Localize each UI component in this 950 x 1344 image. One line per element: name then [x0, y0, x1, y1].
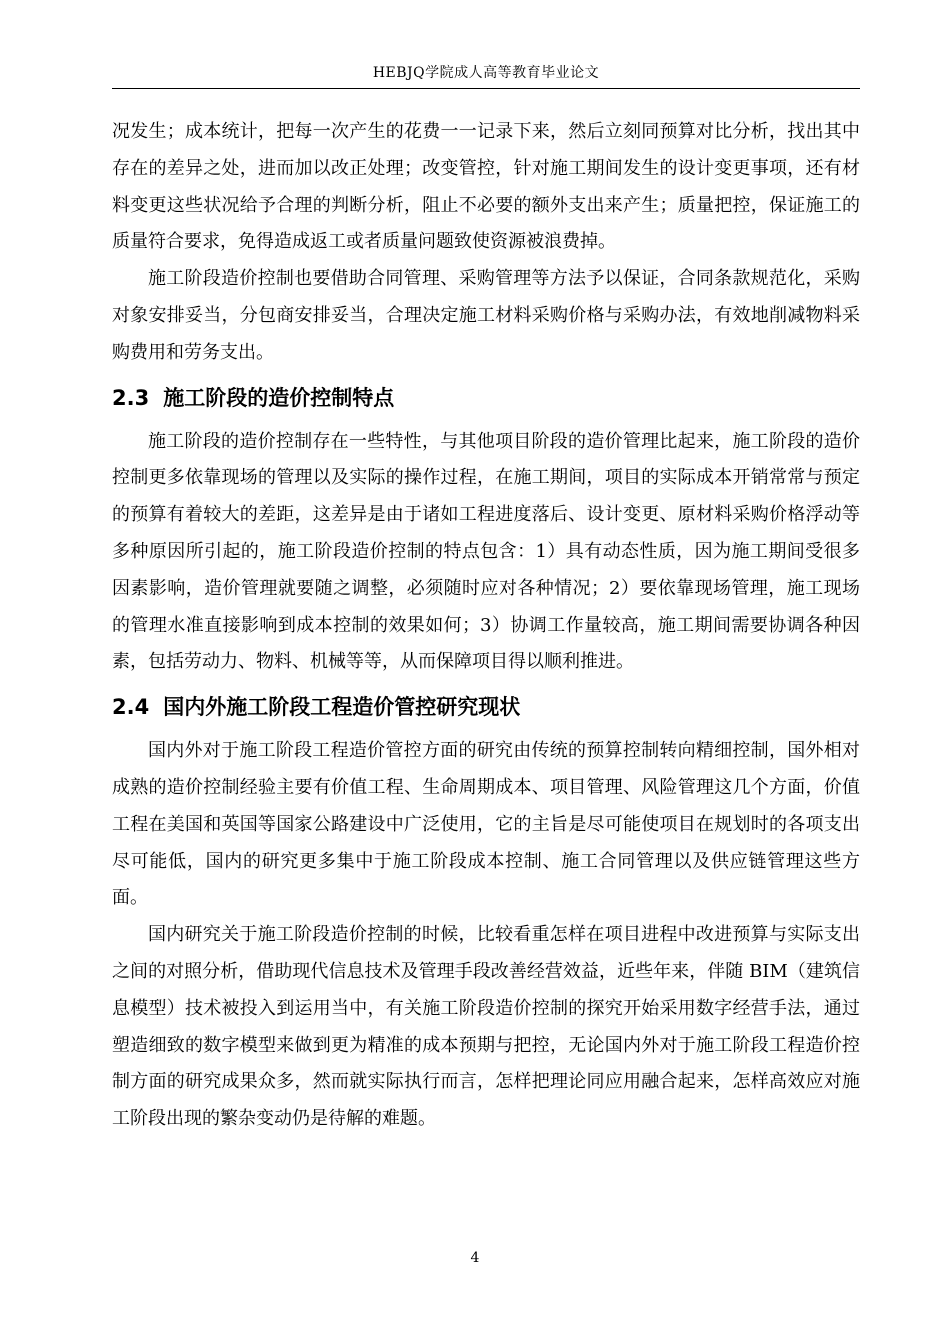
section-number: 2.3: [112, 385, 150, 410]
paragraph-cost-control-features: 施工阶段的造价控制存在一些特性，与其他项目阶段的造价管理比起来，施工阶段的造价控制更多依靠现场的管理以及实际的操作过程，在施工期间，项目的实际成本开销常常与预定的预算有着较大的差距，这差异是由于诸如工程进度落后、设计变更、原材料采购价格浮动等多种原因所引起的，施工阶段造价控制的特点包含：1）具有动态性质，因为施工期间受很多因素影响，造价管理就要随之调整，必须随时应对各种情况；2）要依靠现场管理，施工现场的管理水准直接影响到成本控制的效果如何；3）协调工作量较高，施工期间需要协调各种因素，包括劳动力、物料、机械等等，从而保障项目得以顺利推进。: [112, 430, 860, 673]
section-heading-2-4: [112, 681, 860, 733]
paragraph-continuation: 况发生；成本统计，把每一次产生的花费一一记录下来，然后立刻同预算对比分析，找出其中存在的差异之处，进而加以改正处理；改变管控，针对施工期间发生的设计变更事项，还有材料变更这些状况给予合理的判断分析，阻止不必要的额外支出来产生；质量把控，保证施工的质量符合要求，免得造成返工或者质量问题致使资源被浪费掉。: [112, 121, 860, 253]
page-number: 4: [470, 1250, 480, 1266]
section-title: 国内外施工阶段工程造价管控研究现状: [163, 695, 521, 720]
section-title: 施工阶段的造价控制特点: [163, 385, 395, 410]
paragraph-research-overview: 国内外对于施工阶段工程造价管控方面的研究由传统的预算控制转向精细控制，国外相对成熟的造价控制经验主要有价值工程、生命周期成本、项目管理、风险管理这几个方面，价值工程在美国和英国等国家公路建设中广泛使用，它的主旨是尽可能使项目在规划时的各项支出尽可能低，国内的研究更多集中于施工阶段成本控制、施工合同管理以及供应链管理这些方面。: [112, 740, 860, 909]
section-number: 2.4: [112, 695, 150, 720]
section-heading-2-3: [112, 372, 860, 424]
paragraph-domestic-research: 国内研究关于施工阶段造价控制的时候，比较看重怎样在项目进程中改进预算与实际支出之间的对照分析，借助现代信息技术及管理手段改善经营效益，近些年来，伴随 BIM（建筑信息模型）技术被投入到运用当中，有关施工阶段造价控制的探究开始采用数字经营手法，通过塑造细致的数字模型来做到更为精准的成本预期与把控，无论国内外对于施工阶段工程造价控制方面的研究成果众多，然而就实际执行而言，怎样把理论同应用融合起来，怎样高效应对施工阶段出现的繁杂变动仍是待解的难题。: [112, 924, 860, 1130]
running-header: HEBJQ学院成人高等教育毕业论文: [112, 58, 860, 89]
paragraph-contract-procurement: 施工阶段造价控制也要借助合同管理、采购管理等方法予以保证，合同条款规范化，采购对象安排妥当，分包商安排妥当，合理决定施工材料采购价格与采购办法，有效地削减物料采购费用和劳务支出。: [112, 268, 860, 363]
page-body: [112, 114, 860, 1138]
